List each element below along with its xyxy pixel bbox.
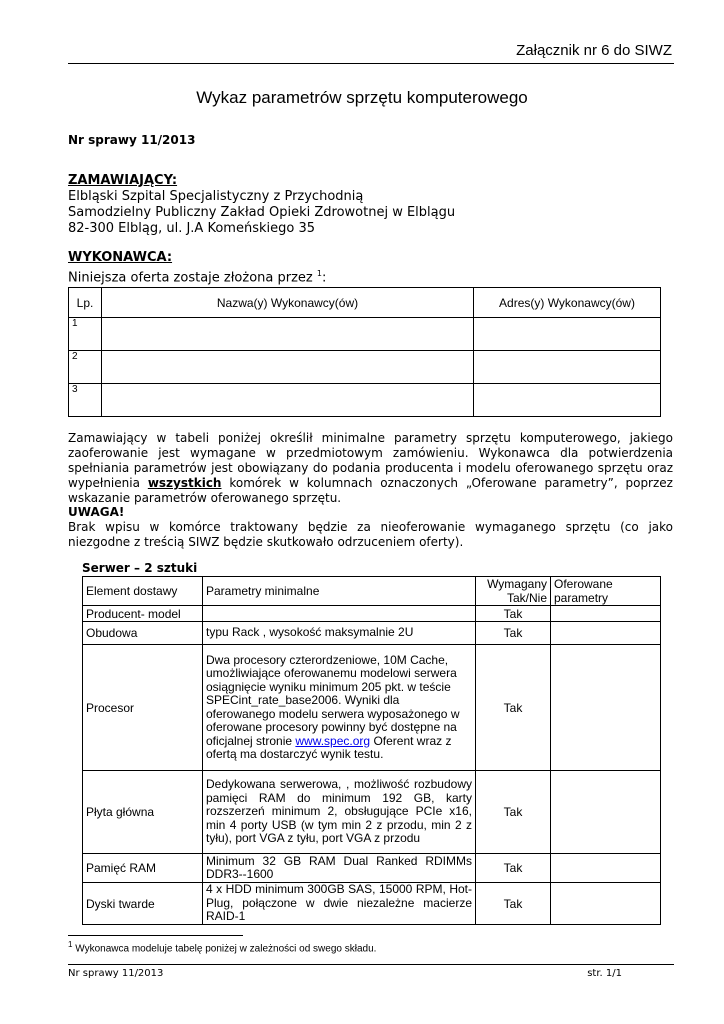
column-header-offered: Oferowane parametry <box>551 577 661 606</box>
params-cell: 4 x HDD minimum 300GB SAS, 15000 RPM, Hot-Plug, połączone w dwie niezależne macierze RAID-1 <box>203 883 476 925</box>
server-table <box>82 576 661 925</box>
ordering-party-line: Samodzielny Publiczny Zakład Opieki Zdrowotnej w Elblągu <box>68 205 456 220</box>
table-row <box>83 854 661 883</box>
params-cell: Minimum 32 GB RAM Dual Ranked RDIMMs DDR3--1600 <box>203 854 476 883</box>
element-cell: Płyta główna <box>83 771 203 854</box>
ordering-party-line: Elbląski Szpital Specjalistyczny z Przychodnią <box>68 189 364 204</box>
contractor-address-cell[interactable] <box>474 384 661 417</box>
required-cell: Tak <box>476 771 551 854</box>
warning-text: Brak wpisu w komórce traktowany będzie za nieoferowanie wymaganego sprzętu (co jako niezgodne z treścią SIWZ będzie skutkowało odrzuceniem oferty). <box>68 520 673 549</box>
params-text: Oferent wraz z ofertą ma dostarczyć wynik testu. <box>206 733 452 761</box>
required-cell: Tak <box>476 645 551 771</box>
contractor-name-cell[interactable] <box>102 351 474 384</box>
params-cell <box>203 645 476 771</box>
ordering-party-label: ZAMAWIAJĄCY: <box>68 173 178 188</box>
table-row <box>83 883 661 925</box>
footnote-rule <box>68 935 243 936</box>
footer-case-number: Nr sprawy 11/2013 <box>68 968 164 979</box>
column-header-element: Element dostawy <box>83 577 203 606</box>
warning-label: UWAGA! <box>68 505 125 519</box>
required-cell: Tak <box>476 883 551 925</box>
contractor-table <box>68 287 661 417</box>
column-header-address: Adres(y) Wykonawcy(ów) <box>474 288 661 318</box>
offered-cell[interactable] <box>551 883 661 925</box>
contractor-label: WYKONAWCA: <box>68 250 173 265</box>
contractor-name-cell[interactable] <box>102 318 474 351</box>
case-number: Nr sprawy 11/2013 <box>68 133 196 147</box>
offered-cell[interactable] <box>551 622 661 645</box>
footer-rule <box>68 964 674 965</box>
offered-cell[interactable] <box>551 771 661 854</box>
spec-org-link[interactable]: www.spec.org <box>295 733 371 748</box>
required-cell: Tak <box>476 606 551 622</box>
server-section-title: Serwer – 2 sztuki <box>82 561 198 575</box>
offered-cell[interactable] <box>551 606 661 622</box>
table-row <box>83 606 661 622</box>
required-cell: Tak <box>476 622 551 645</box>
params-cell: Dedykowana serwerowa, , możliwość rozbudowy pamięci RAM do minimum 192 GB, karty rozszerzeń minimum 2, obsługujące PCIe x16, min 4 porty USB (w tym min 2 z przodu, min 2 z tyłu), port VGA z tyłu, port VGA z przodu <box>203 771 476 854</box>
element-cell: Procesor <box>83 645 203 771</box>
params-cell: typu Rack , wysokość maksymalnie 2U <box>203 622 476 645</box>
header-rule <box>68 63 674 64</box>
intro-paragraph <box>68 431 673 506</box>
attachment-label: Załącznik nr 6 do SIWZ <box>516 42 672 59</box>
row-number: 3 <box>69 384 102 417</box>
required-cell: Tak <box>476 854 551 883</box>
element-cell: Obudowa <box>83 622 203 645</box>
element-cell: Pamięć RAM <box>83 854 203 883</box>
footnote-ref: 1 <box>316 269 322 278</box>
offered-cell[interactable] <box>551 854 661 883</box>
table-row <box>83 622 661 645</box>
table-row <box>83 645 661 771</box>
footnote <box>68 940 376 954</box>
footnote-text: Wykonawca modeluje tabelę poniżej w zależności od swego składu. <box>75 943 377 955</box>
params-text: Dwa procesory czterordzeniowe, 10M Cache, umożliwiające oferowanemu modelowi serwera osiągnięcie wyniku minimum 205 pkt. w teście SPECint_rate_base2006. Wyniki dla oferowanego modelu serwera wyposażonego w oferowane procesory powinny być dostępne na oficjalnej stronie <box>206 652 460 748</box>
contractor-address-cell[interactable] <box>474 351 661 384</box>
element-cell: Producent- model <box>83 606 203 622</box>
column-header-name: Nazwa(y) Wykonawcy(ów) <box>102 288 474 318</box>
intro-emphasis: wszystkich <box>147 476 222 490</box>
table-row <box>69 384 661 417</box>
contractor-name-cell[interactable] <box>102 384 474 417</box>
intro-text-after: komórek w kolumnach oznaczonych „Oferowane parametry”, poprzez wskazanie parametrów oferowanego sprzętu. <box>68 476 673 505</box>
contractor-intro-text: Niniejsza oferta zostaje złożona przez <box>68 270 313 286</box>
ordering-party-line: 82-300 Elbląg, ul. J.A Komeńskiego 35 <box>68 221 315 236</box>
footnote-number: 1 <box>68 940 73 949</box>
column-header-lp: Lp. <box>69 288 102 318</box>
column-header-params: Parametry minimalne <box>203 577 476 606</box>
offered-cell[interactable] <box>551 645 661 771</box>
contractor-address-cell[interactable] <box>474 318 661 351</box>
table-row <box>69 351 661 384</box>
column-header-required: Wymagany Tak/Nie <box>476 577 551 606</box>
contractor-colon: : <box>321 270 327 286</box>
table-row <box>69 318 661 351</box>
contractor-intro <box>68 266 326 286</box>
page-title: Wykaz parametrów sprzętu komputerowego <box>196 88 528 107</box>
params-cell <box>203 606 476 622</box>
row-number: 2 <box>69 351 102 384</box>
row-number: 1 <box>69 318 102 351</box>
element-cell: Dyski twarde <box>83 883 203 925</box>
table-row <box>83 771 661 854</box>
footer-page: str. 1/1 <box>587 968 622 979</box>
intro-text-before: Zamawiający w tabeli poniżej określił minimalne parametry sprzętu komputerowego, jakiego zaoferowanie jest wymagane w przedmiotowym zamówieniu. Wykonawca dla potwierdzenia spełniania parametrów jest obowiązany do podania producenta i modelu oferowanego sprzętu oraz wypełnienia <box>68 431 673 490</box>
